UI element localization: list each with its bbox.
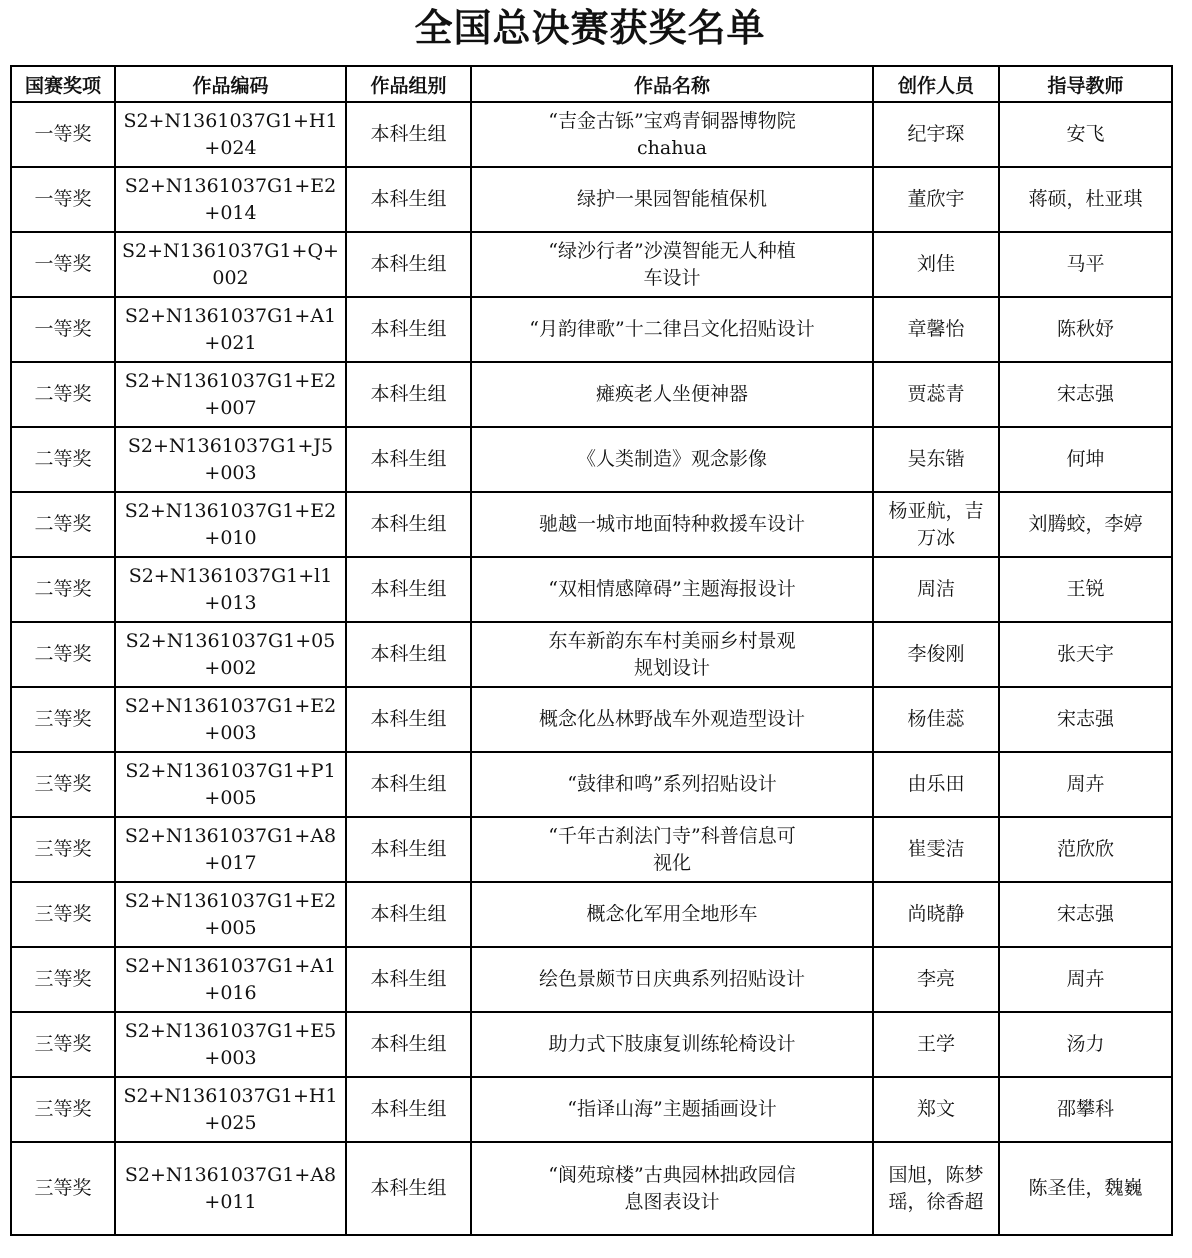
name-cell: 助力式下肢康复训练轮椅设计 <box>471 1012 873 1077</box>
name-cell: 驰越一城市地面特种救援车设计 <box>471 492 873 557</box>
table-row <box>11 882 1172 947</box>
code-cell: S2+N1361037G1+E5+003 <box>115 1012 346 1077</box>
code-cell: S2+N1361037G1+H1+024 <box>115 102 346 167</box>
code-cell: S2+N1361037G1+E2+010 <box>115 492 346 557</box>
header-award: 国赛奖项 <box>11 66 115 102</box>
award-cell: 一等奖 <box>11 232 115 297</box>
name-cell: 绘色景颇节日庆典系列招贴设计 <box>471 947 873 1012</box>
table-row <box>11 1142 1172 1235</box>
name-cell: 瘫痪老人坐便神器 <box>471 362 873 427</box>
name-cell: “吉金古铄”宝鸡青铜器博物院 chahua <box>471 102 873 167</box>
advisors-cell: 周卉 <box>999 752 1172 817</box>
code-cell: S2+N1361037G1+E2+005 <box>115 882 346 947</box>
code-cell: S2+N1361037G1+05+002 <box>115 622 346 687</box>
name-cell: “阆苑琼楼”古典园林拙政园信息图表设计 <box>471 1142 873 1235</box>
code-cell: S2+N1361037G1+Q+002 <box>115 232 346 297</box>
advisors-cell: 范欣欣 <box>999 817 1172 882</box>
award-cell: 一等奖 <box>11 297 115 362</box>
table-row <box>11 947 1172 1012</box>
award-cell: 三等奖 <box>11 752 115 817</box>
code-cell: S2+N1361037G1+l1+013 <box>115 557 346 622</box>
advisors-cell: 汤力 <box>999 1012 1172 1077</box>
advisors-cell: 张天宇 <box>999 622 1172 687</box>
group-cell: 本科生组 <box>346 427 471 492</box>
group-cell: 本科生组 <box>346 1012 471 1077</box>
name-cell: 概念化军用全地形车 <box>471 882 873 947</box>
name-cell: 概念化丛林野战车外观造型设计 <box>471 687 873 752</box>
code-cell: S2+N1361037G1+E2+007 <box>115 362 346 427</box>
group-cell: 本科生组 <box>346 1077 471 1142</box>
award-cell: 二等奖 <box>11 427 115 492</box>
award-cell: 三等奖 <box>11 687 115 752</box>
group-cell: 本科生组 <box>346 492 471 557</box>
group-cell: 本科生组 <box>346 622 471 687</box>
award-cell: 二等奖 <box>11 622 115 687</box>
award-cell: 一等奖 <box>11 102 115 167</box>
creators-cell: 章馨怡 <box>873 297 999 362</box>
table-row <box>11 1012 1172 1077</box>
creators-cell: 郑文 <box>873 1077 999 1142</box>
name-cell: 东车新韵东车村美丽乡村景观规划设计 <box>471 622 873 687</box>
advisors-cell: 周卉 <box>999 947 1172 1012</box>
table-row <box>11 622 1172 687</box>
creators-cell: 杨佳蕊 <box>873 687 999 752</box>
creators-cell: 杨亚航，吉万冰 <box>873 492 999 557</box>
group-cell: 本科生组 <box>346 752 471 817</box>
advisors-cell: 宋志强 <box>999 687 1172 752</box>
award-cell: 三等奖 <box>11 817 115 882</box>
advisors-cell: 刘腾蛟，李婷 <box>999 492 1172 557</box>
creators-cell: 贾蕊青 <box>873 362 999 427</box>
creators-cell: 刘佳 <box>873 232 999 297</box>
name-cell: “绿沙行者”沙漠智能无人种植车设计 <box>471 232 873 297</box>
advisors-cell: 陈圣佳，魏巍 <box>999 1142 1172 1235</box>
table-row <box>11 817 1172 882</box>
table-row <box>11 297 1172 362</box>
advisors-cell: 安飞 <box>999 102 1172 167</box>
header-advisors: 指导教师 <box>999 66 1172 102</box>
creators-cell: 李俊刚 <box>873 622 999 687</box>
name-cell: “指译山海”主题插画设计 <box>471 1077 873 1142</box>
creators-cell: 尚晓静 <box>873 882 999 947</box>
code-cell: S2+N1361037G1+J5+003 <box>115 427 346 492</box>
advisors-cell: 宋志强 <box>999 882 1172 947</box>
header-group: 作品组别 <box>346 66 471 102</box>
page-title: 全国总决赛获奖名单 <box>414 6 766 50</box>
code-cell: S2+N1361037G1+E2+003 <box>115 687 346 752</box>
award-cell: 二等奖 <box>11 557 115 622</box>
header-row <box>11 66 1172 102</box>
group-cell: 本科生组 <box>346 557 471 622</box>
code-cell: S2+N1361037G1+A8+017 <box>115 817 346 882</box>
table-row <box>11 557 1172 622</box>
name-cell: 绿护一果园智能植保机 <box>471 167 873 232</box>
advisors-cell: 马平 <box>999 232 1172 297</box>
header-name: 作品名称 <box>471 66 873 102</box>
table-row <box>11 362 1172 427</box>
creators-cell: 吴东锴 <box>873 427 999 492</box>
advisors-cell: 邵攀科 <box>999 1077 1172 1142</box>
award-cell: 二等奖 <box>11 362 115 427</box>
award-table <box>10 65 1173 1236</box>
group-cell: 本科生组 <box>346 362 471 427</box>
code-cell: S2+N1361037G1+E2+014 <box>115 167 346 232</box>
group-cell: 本科生组 <box>346 817 471 882</box>
header-creators: 创作人员 <box>873 66 999 102</box>
group-cell: 本科生组 <box>346 297 471 362</box>
creators-cell: 国旭，陈梦瑶，徐香超 <box>873 1142 999 1235</box>
code-cell: S2+N1361037G1+A8+011 <box>115 1142 346 1235</box>
group-cell: 本科生组 <box>346 167 471 232</box>
table-row <box>11 1077 1172 1142</box>
creators-cell: 董欣宇 <box>873 167 999 232</box>
award-cell: 三等奖 <box>11 1142 115 1235</box>
table-row <box>11 427 1172 492</box>
code-cell: S2+N1361037G1+P1+005 <box>115 752 346 817</box>
table-row <box>11 752 1172 817</box>
creators-cell: 纪宇琛 <box>873 102 999 167</box>
award-cell: 三等奖 <box>11 1012 115 1077</box>
creators-cell: 王学 <box>873 1012 999 1077</box>
creators-cell: 由乐田 <box>873 752 999 817</box>
table-row <box>11 102 1172 167</box>
code-cell: S2+N1361037G1+A1+016 <box>115 947 346 1012</box>
table-row <box>11 232 1172 297</box>
code-cell: S2+N1361037G1+H1+025 <box>115 1077 346 1142</box>
advisors-cell: 宋志强 <box>999 362 1172 427</box>
group-cell: 本科生组 <box>346 232 471 297</box>
group-cell: 本科生组 <box>346 1142 471 1235</box>
award-cell: 三等奖 <box>11 882 115 947</box>
award-cell: 一等奖 <box>11 167 115 232</box>
table-row <box>11 167 1172 232</box>
code-cell: S2+N1361037G1+A1+021 <box>115 297 346 362</box>
table-row <box>11 492 1172 557</box>
advisors-cell: 陈秋妤 <box>999 297 1172 362</box>
creators-cell: 崔雯洁 <box>873 817 999 882</box>
advisors-cell: 何坤 <box>999 427 1172 492</box>
award-cell: 二等奖 <box>11 492 115 557</box>
name-cell: “月韵律歌”十二律吕文化招贴设计 <box>471 297 873 362</box>
advisors-cell: 王锐 <box>999 557 1172 622</box>
creators-cell: 李亮 <box>873 947 999 1012</box>
creators-cell: 周洁 <box>873 557 999 622</box>
group-cell: 本科生组 <box>346 102 471 167</box>
name-cell: “双相情感障碍”主题海报设计 <box>471 557 873 622</box>
name-cell: 《人类制造》观念影像 <box>471 427 873 492</box>
name-cell: “千年古刹法门寺”科普信息可视化 <box>471 817 873 882</box>
group-cell: 本科生组 <box>346 882 471 947</box>
award-cell: 三等奖 <box>11 947 115 1012</box>
group-cell: 本科生组 <box>346 687 471 752</box>
table-row <box>11 687 1172 752</box>
advisors-cell: 蒋硕，杜亚琪 <box>999 167 1172 232</box>
name-cell: “鼓律和鸣”系列招贴设计 <box>471 752 873 817</box>
group-cell: 本科生组 <box>346 947 471 1012</box>
header-code: 作品编码 <box>115 66 346 102</box>
award-cell: 三等奖 <box>11 1077 115 1142</box>
